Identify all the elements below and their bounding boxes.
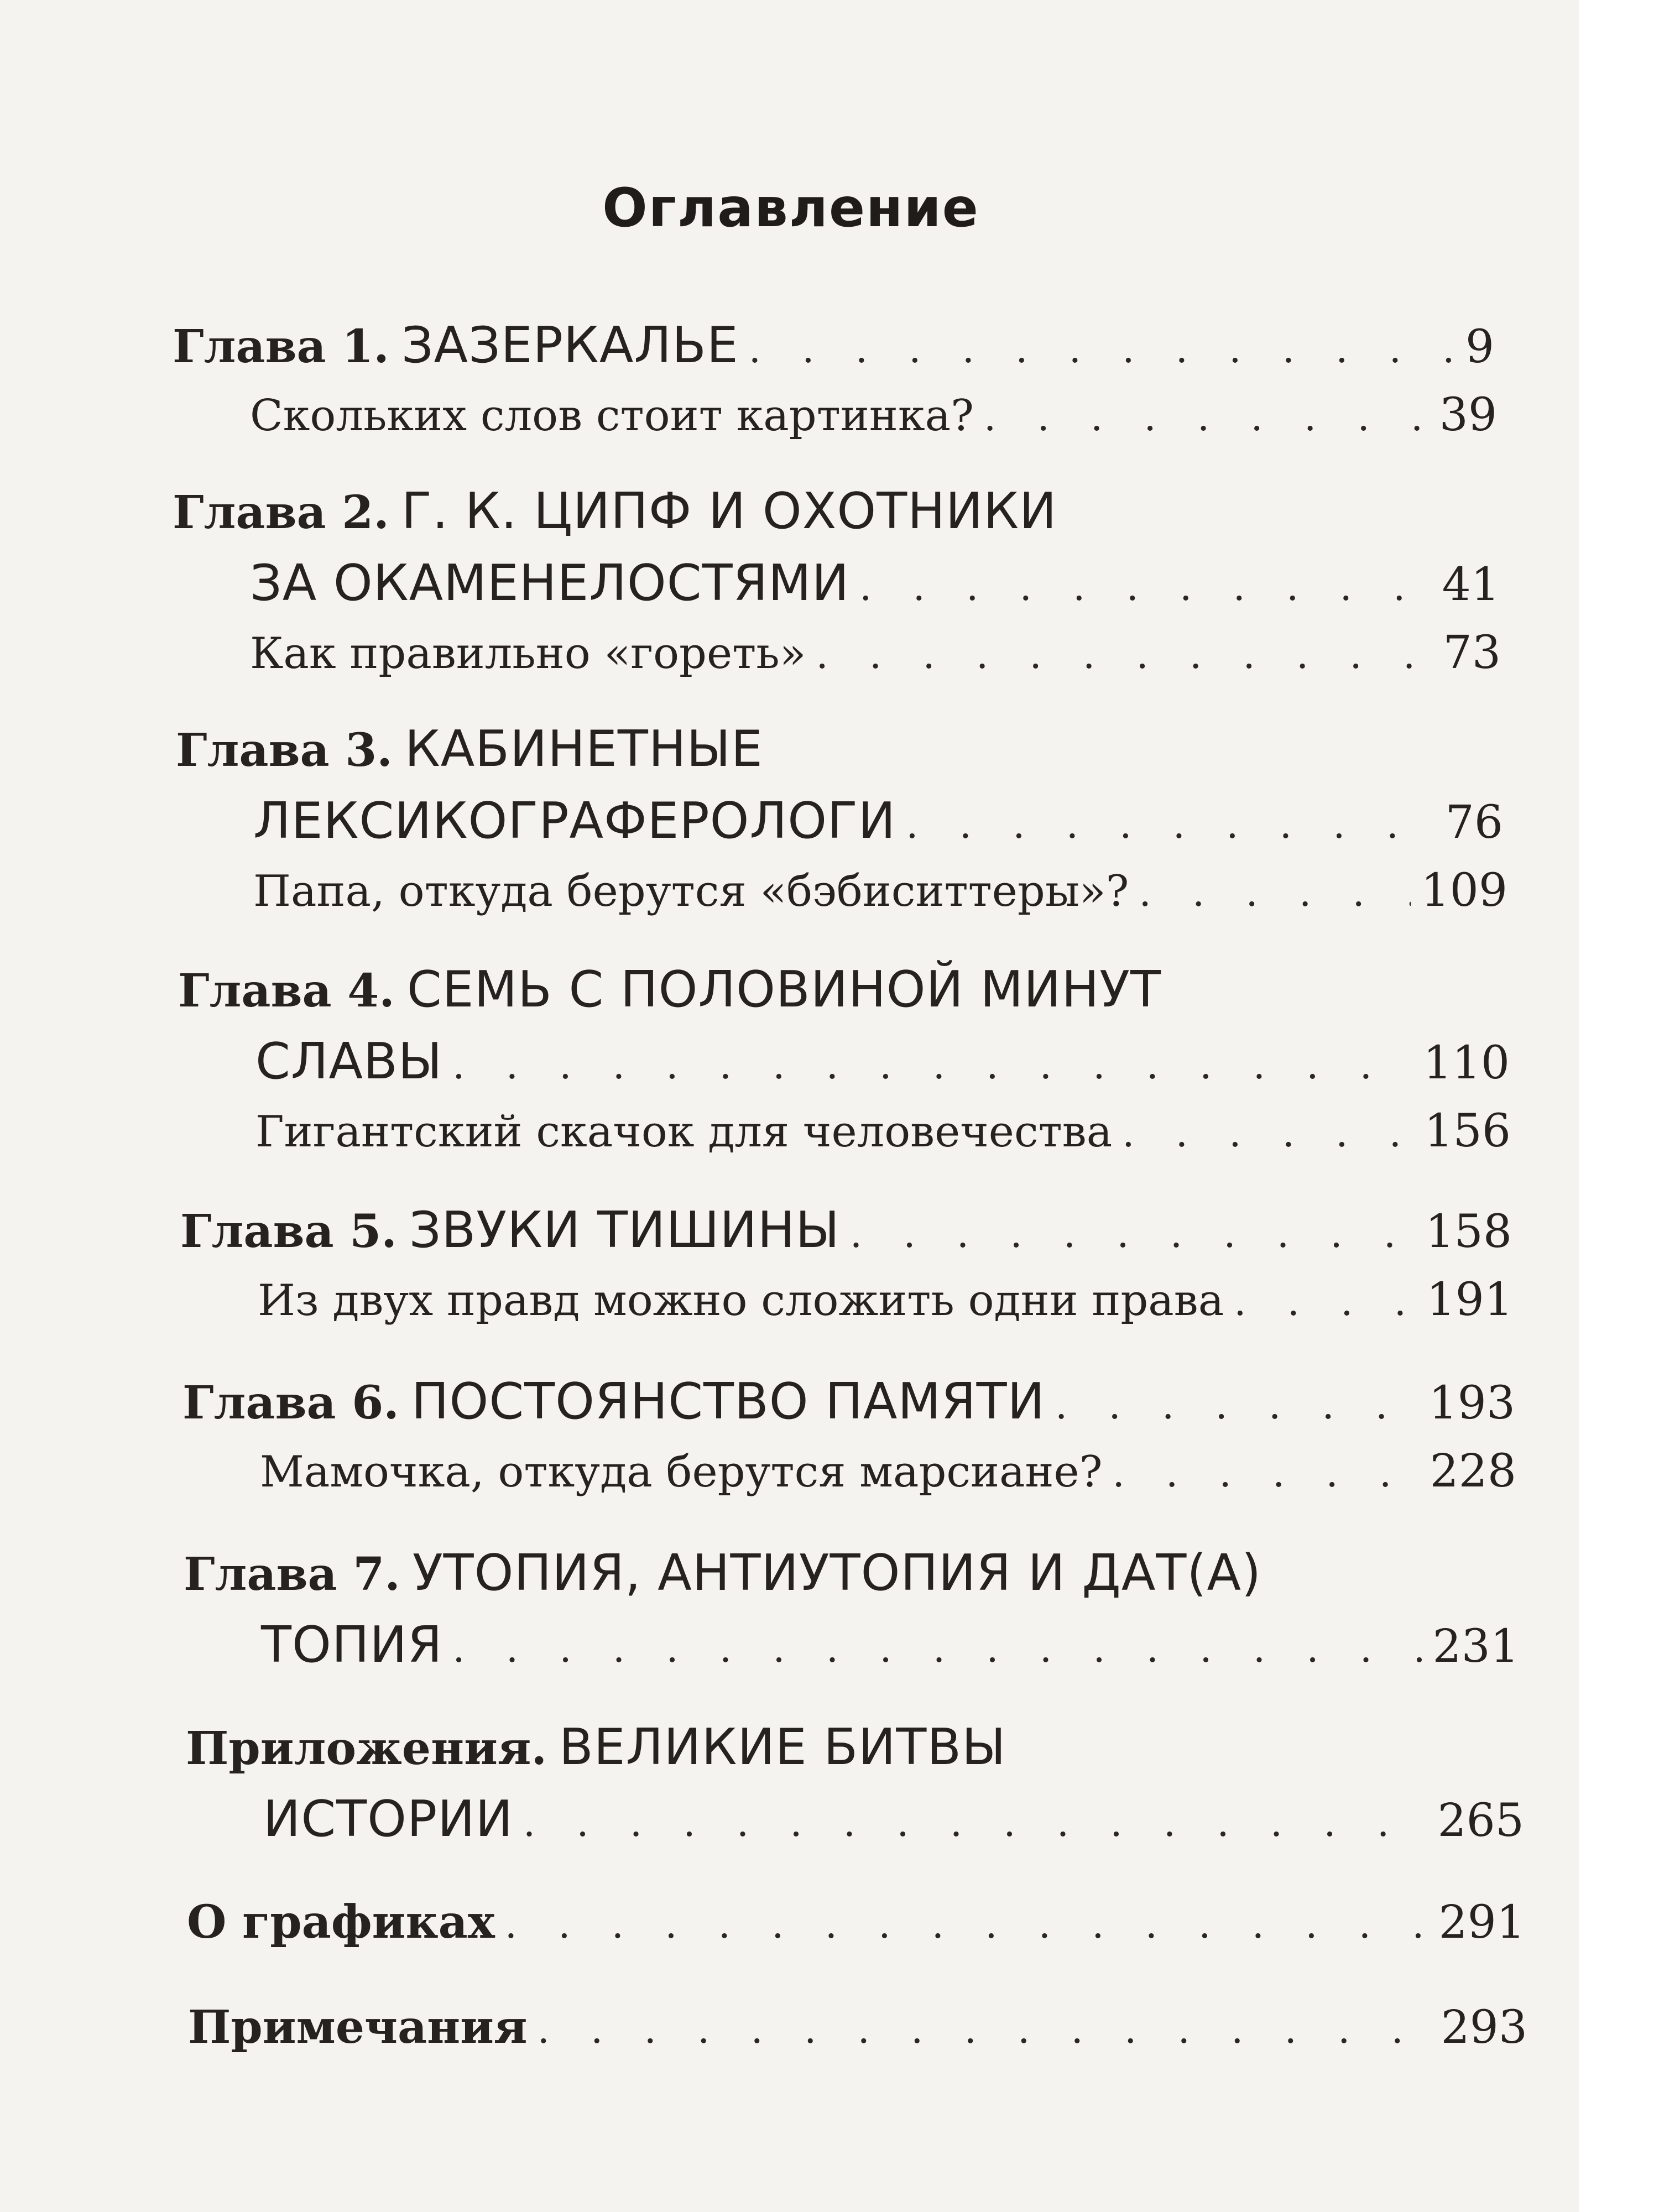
chapter-title-line-2: ЗА ОКАМЕНЕЛОСТЯМИ [250, 554, 850, 612]
page-number: 191 [1426, 1274, 1513, 1326]
section-title: Из двух правд можно сложить одни права [258, 1276, 1224, 1326]
dot-leader [1234, 1282, 1416, 1321]
appendix-title-line-1: ВЕЛИКИЕ БИТВЫ [559, 1718, 1006, 1776]
dot-leader [1122, 1114, 1414, 1152]
dot-leader [859, 567, 1432, 606]
dot-leader [1055, 1386, 1419, 1425]
section-title: Как правильно «гореть» [250, 629, 806, 679]
dot-leader [906, 805, 1435, 844]
toc-entry-chapter-2[interactable] [173, 482, 1500, 540]
chapter-title: ПОСТОЯНСТВО ПАМЯТИ [411, 1373, 1045, 1431]
entry-label: О графиках [187, 1896, 495, 1949]
chapter-label: Глава 2. [173, 486, 389, 539]
page-number: 110 [1423, 1037, 1510, 1089]
section-title: Гигантский скачок для человечества [255, 1107, 1113, 1157]
section-title: Скольких слов стоит картинка? [250, 391, 974, 441]
toc-entry-section-4[interactable] [255, 1105, 1511, 1157]
page-number: 39 [1439, 389, 1497, 441]
toc-entry-section-3[interactable] [253, 864, 1507, 917]
page-number: 73 [1443, 627, 1501, 679]
dot-leader [1139, 873, 1411, 912]
dot-leader [452, 1046, 1413, 1084]
chapter-title-line-2: СЛАВЫ [255, 1032, 443, 1091]
chapter-title-line-1: КАБИНЕТНЫЕ [404, 720, 763, 778]
page-number: 109 [1421, 864, 1507, 917]
chapter-label: Глава 5. [180, 1205, 397, 1258]
dot-leader [538, 2010, 1431, 2049]
page-edge [1579, 0, 1659, 2212]
page-number: 291 [1438, 1896, 1525, 1949]
chapter-label: Глава 1. [173, 320, 389, 373]
chapter-title-line-2: ЛЕКСИКОГРАФЕРОЛОГИ [253, 792, 896, 850]
toc-entry-chapter-7-cont[interactable] [261, 1616, 1519, 1674]
dot-leader [749, 330, 1455, 368]
page-number: 76 [1445, 796, 1503, 849]
toc-entry-chapter-4-cont[interactable] [255, 1032, 1510, 1091]
section-title: Папа, откуда берутся «бэбиситтеры»? [253, 867, 1129, 916]
page-title: Оглавление [602, 177, 979, 239]
chapter-title: ЗАЗЕРКАЛЬЕ [401, 316, 739, 374]
dot-leader [984, 398, 1430, 436]
page-number: 41 [1442, 559, 1500, 611]
toc-entry-chapter-6[interactable] [182, 1373, 1515, 1431]
page-number: 265 [1437, 1794, 1524, 1847]
toc-entry-about-graphs[interactable] [187, 1896, 1525, 1949]
toc-entry-chapter-1[interactable] [173, 316, 1494, 374]
chapter-title-line-1: УТОПИЯ, АНТИУТОПИЯ И ДАТ(А) [412, 1544, 1262, 1602]
chapter-label: Глава 3. [176, 724, 393, 777]
dot-leader [452, 1629, 1422, 1668]
toc-entry-chapter-2-cont[interactable] [250, 554, 1500, 612]
toc-entry-section-1[interactable] [250, 389, 1497, 441]
toc-entry-chapter-3[interactable] [176, 720, 1503, 778]
page-number: 231 [1432, 1620, 1519, 1673]
page-number: 158 [1425, 1206, 1512, 1258]
chapter-title-line-2: ТОПИЯ [261, 1616, 443, 1674]
dot-leader [523, 1803, 1428, 1842]
chapter-title-line-1: Г. К. ЦИПФ И ОХОТНИКИ [401, 482, 1057, 540]
appendix-label: Приложения. [186, 1722, 547, 1775]
toc-entry-notes[interactable] [188, 2001, 1527, 2054]
dot-leader [816, 635, 1433, 674]
chapter-title: ЗВУКИ ТИШИНЫ [409, 1201, 840, 1259]
chapter-title-line-1: СЕМЬ С ПОЛОВИНОЙ МИНУТ [406, 961, 1162, 1019]
entry-label: Примечания [188, 2001, 528, 2054]
toc-entry-appendix[interactable] [186, 1718, 1524, 1776]
toc-entry-section-5[interactable] [258, 1274, 1513, 1326]
page-number: 156 [1424, 1105, 1511, 1157]
toc-entry-section-2[interactable] [250, 627, 1501, 679]
page-number: 293 [1441, 2001, 1527, 2054]
toc-entry-chapter-4[interactable] [178, 961, 1505, 1019]
chapter-label: Глава 4. [178, 964, 395, 1018]
toc-entry-chapter-7[interactable] [184, 1544, 1522, 1602]
section-title: Мамочка, откуда берутся марсиане? [260, 1447, 1103, 1497]
dot-leader [505, 1905, 1429, 1944]
dot-leader [1113, 1454, 1420, 1493]
appendix-title-line-2: ИСТОРИИ [263, 1790, 513, 1848]
dot-leader [850, 1214, 1416, 1253]
page-number: 193 [1428, 1377, 1515, 1430]
toc-entry-chapter-5[interactable] [180, 1201, 1512, 1259]
toc-entry-chapter-3-cont[interactable] [253, 792, 1503, 850]
chapter-label: Глава 6. [182, 1376, 399, 1430]
chapter-label: Глава 7. [184, 1548, 400, 1601]
page-number: 228 [1430, 1445, 1516, 1498]
toc-entry-section-6[interactable] [260, 1445, 1516, 1498]
toc-entry-appendix-cont[interactable] [263, 1790, 1524, 1848]
page-number: 9 [1465, 321, 1494, 373]
